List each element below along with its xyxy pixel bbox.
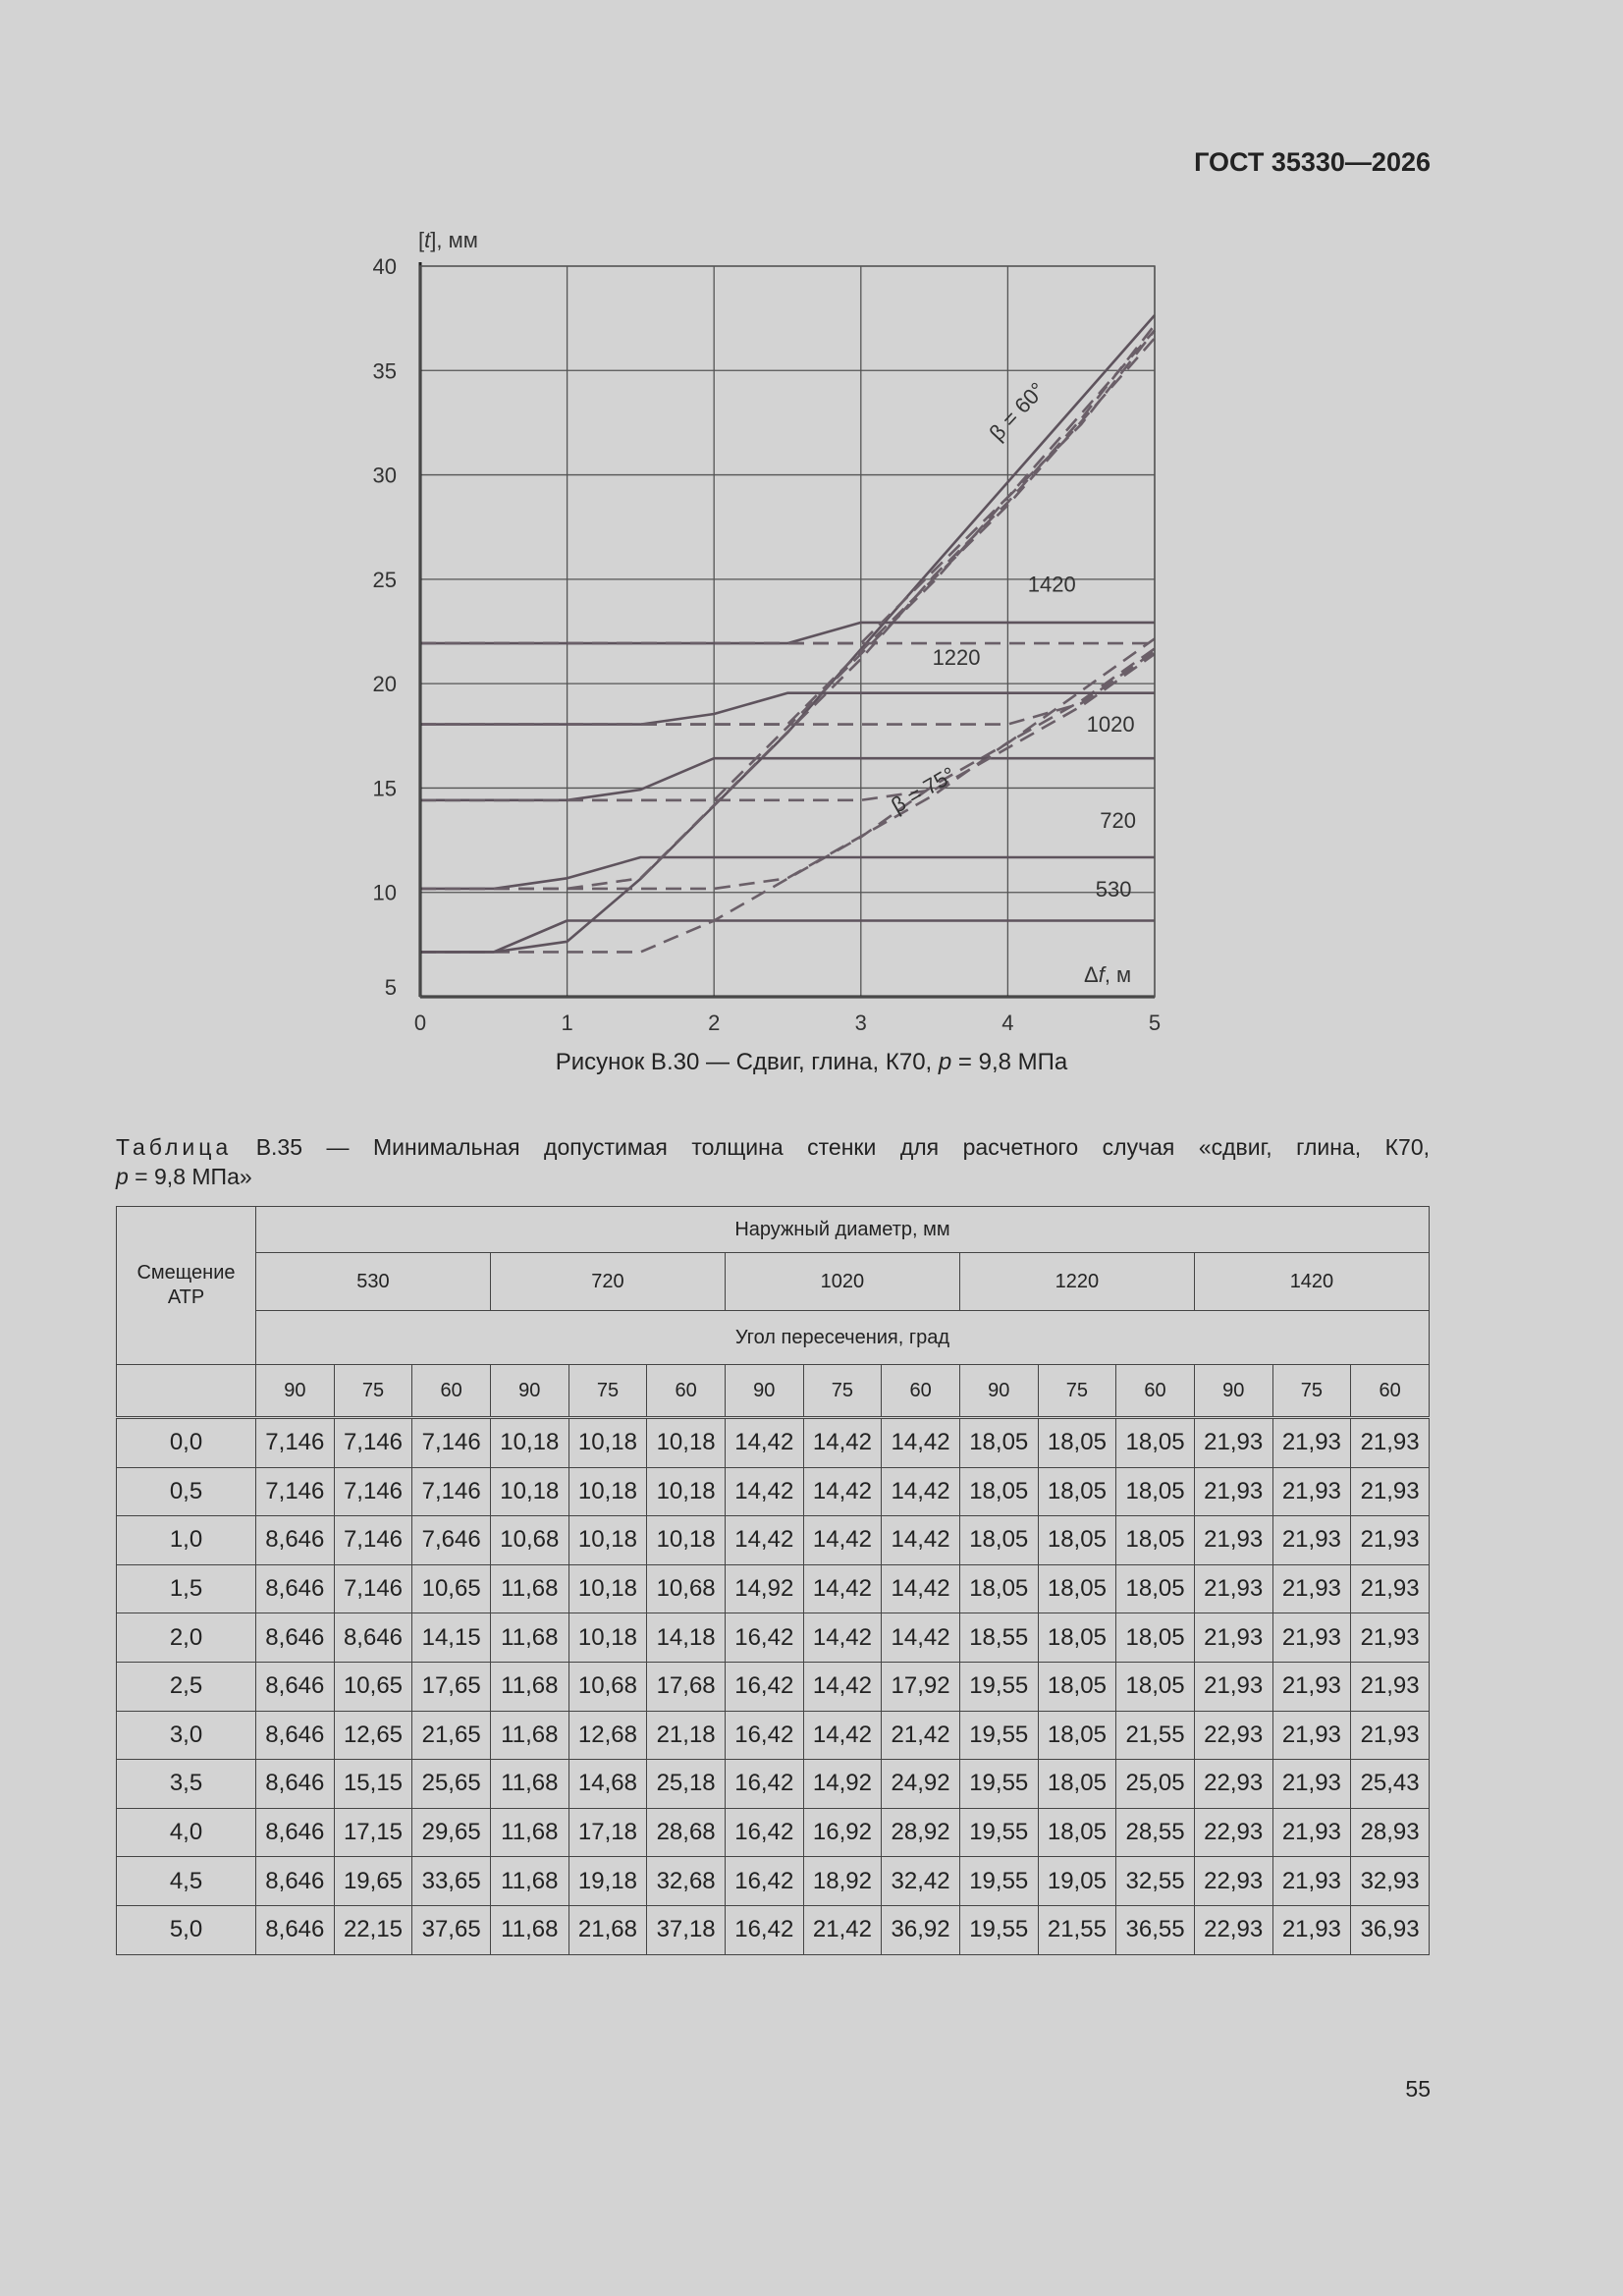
table-cell: 14,92 (725, 1564, 803, 1613)
angle-header: 90 (725, 1365, 803, 1418)
document-code: ГОСТ 35330—2026 (1194, 147, 1431, 177)
table-cell: 18,05 (1116, 1662, 1195, 1711)
thickness-table (116, 1206, 1430, 1955)
table-cell: 22,93 (1194, 1760, 1272, 1809)
table-cell: 14,42 (803, 1564, 882, 1613)
table-cell: 19,55 (959, 1760, 1038, 1809)
table-cell: 21,93 (1272, 1516, 1351, 1565)
table-cell: 7,146 (334, 1516, 412, 1565)
table-cell: 8,646 (256, 1662, 335, 1711)
table-cell: 10,18 (568, 1516, 647, 1565)
table-cell: 10,18 (568, 1613, 647, 1663)
y-tick-label: 5 (384, 975, 397, 1000)
series-line-1020-60 (420, 331, 1155, 800)
table-cell: 8,646 (256, 1857, 335, 1906)
angle-header: 75 (334, 1365, 412, 1418)
y-tick-label: 35 (372, 358, 397, 384)
y-tick-label: 10 (372, 880, 397, 905)
table-cell: 37,18 (647, 1905, 726, 1954)
table-cell: 21,93 (1351, 1662, 1430, 1711)
table-cell: 14,42 (882, 1467, 960, 1516)
table-cell: 14,42 (725, 1418, 803, 1468)
angle-group-header: Угол пересечения, град (256, 1311, 1430, 1365)
table-cell: 15,15 (334, 1760, 412, 1809)
table-cell: 11,68 (490, 1857, 568, 1906)
table-cell: 11,68 (490, 1808, 568, 1857)
series-line-720-90 (420, 857, 1155, 889)
table-cell: 29,65 (412, 1808, 491, 1857)
table-cell: 16,92 (803, 1808, 882, 1857)
table-cell: 18,05 (1038, 1662, 1116, 1711)
table-cell: 18,05 (1038, 1808, 1116, 1857)
table-cell: 7,146 (334, 1564, 412, 1613)
table-cell: 19,05 (1038, 1857, 1116, 1906)
table-cell: 21,93 (1272, 1905, 1351, 1954)
table-cell: 18,05 (1116, 1467, 1195, 1516)
y-tick-label: 40 (372, 254, 397, 279)
chart-annotation: 720 (1100, 807, 1136, 833)
chart-annotation: 1220 (932, 645, 981, 671)
diameter-header: 720 (490, 1253, 725, 1311)
table-cell: 17,68 (647, 1662, 726, 1711)
table-row (117, 1516, 1430, 1565)
table-cell: 11,68 (490, 1760, 568, 1809)
table-cell: 8,646 (256, 1760, 335, 1809)
angle-header: 75 (1038, 1365, 1116, 1418)
angle-header: 60 (1351, 1365, 1430, 1418)
x-tick-label: 1 (561, 1011, 573, 1035)
table-row (117, 1613, 1430, 1663)
row-label: 3,0 (117, 1711, 256, 1760)
table-caption: Таблица В.35 — Минимальная допустимая толщина стенки для расчетного случая «сдвиг, глина, К70, p = 9,8 МПа» (116, 1134, 1430, 1189)
table-cell: 18,05 (959, 1418, 1038, 1468)
x-tick-label: 0 (413, 1011, 427, 1035)
table-cell: 17,65 (412, 1662, 491, 1711)
table-cell: 7,146 (412, 1467, 491, 1516)
table-cell: 18,92 (803, 1857, 882, 1906)
chart-annotation: β = 75° (887, 761, 960, 819)
table-cell: 25,05 (1116, 1760, 1195, 1809)
table-cell: 21,93 (1351, 1613, 1430, 1663)
table-cell: 8,646 (256, 1516, 335, 1565)
table-cell: 32,93 (1351, 1857, 1430, 1906)
table-cell: 18,05 (1038, 1467, 1116, 1516)
table-cell: 14,42 (882, 1418, 960, 1468)
angle-header: 60 (412, 1365, 491, 1418)
table-cell: 18,05 (1038, 1711, 1116, 1760)
table-cell: 25,43 (1351, 1760, 1430, 1809)
table-cell: 16,42 (725, 1808, 803, 1857)
row-label: 2,0 (117, 1613, 256, 1663)
table-cell: 22,93 (1194, 1857, 1272, 1906)
diameter-header: 1220 (959, 1253, 1194, 1311)
table-cell: 21,55 (1116, 1711, 1195, 1760)
table-cell: 14,42 (725, 1467, 803, 1516)
chart-annotation: 530 (1095, 876, 1132, 902)
angle-spacer (117, 1365, 256, 1418)
table-cell: 10,18 (647, 1516, 726, 1565)
row-header: Смещение АТР (117, 1207, 256, 1365)
table-cell: 7,146 (256, 1467, 335, 1516)
table-cell: 19,55 (959, 1711, 1038, 1760)
angle-header: 90 (959, 1365, 1038, 1418)
table-cell: 12,65 (334, 1711, 412, 1760)
series-line-720-60 (420, 325, 1155, 889)
table-cell: 22,93 (1194, 1711, 1272, 1760)
series-line-1420-90 (420, 623, 1155, 643)
table-cell: 18,55 (959, 1613, 1038, 1663)
table-cell: 11,68 (490, 1613, 568, 1663)
table-cell: 21,55 (1038, 1905, 1116, 1954)
table-row (117, 1662, 1430, 1711)
table-cell: 18,05 (1116, 1564, 1195, 1613)
table-cell: 21,93 (1194, 1418, 1272, 1468)
table-cell: 10,18 (490, 1467, 568, 1516)
y-axis-label: [t], мм (418, 228, 478, 252)
angle-header: 90 (1194, 1365, 1272, 1418)
table-cell: 7,646 (412, 1516, 491, 1565)
row-label: 5,0 (117, 1905, 256, 1954)
table-cell: 8,646 (256, 1711, 335, 1760)
table-cell: 7,146 (412, 1418, 491, 1468)
angle-header: 75 (803, 1365, 882, 1418)
series-line-1220-75 (420, 651, 1155, 724)
table-cell: 14,15 (412, 1613, 491, 1663)
row-label: 2,5 (117, 1662, 256, 1711)
diameter-header: 1420 (1194, 1253, 1429, 1311)
table-cell: 14,42 (882, 1613, 960, 1663)
table-cell: 21,93 (1272, 1613, 1351, 1663)
table-cell: 18,05 (959, 1467, 1038, 1516)
table-cell: 18,05 (1038, 1418, 1116, 1468)
chart-series (420, 315, 1155, 952)
table-cell: 25,65 (412, 1760, 491, 1809)
series-line-530-75 (420, 638, 1155, 952)
table-cell: 21,93 (1194, 1613, 1272, 1663)
table-row (117, 1418, 1430, 1468)
row-label: 1,5 (117, 1564, 256, 1613)
chart-annotation: β = 60° (984, 377, 1051, 446)
shear-thickness-chart (334, 216, 1217, 1070)
row-label: 3,5 (117, 1760, 256, 1809)
y-tick-label: 30 (372, 463, 397, 488)
table-cell: 14,18 (647, 1613, 726, 1663)
table-cell: 21,93 (1194, 1516, 1272, 1565)
table-cell: 22,93 (1194, 1905, 1272, 1954)
table-cell: 28,92 (882, 1808, 960, 1857)
table-cell: 19,55 (959, 1808, 1038, 1857)
row-label: 4,5 (117, 1857, 256, 1906)
table-cell: 14,42 (725, 1516, 803, 1565)
table-cell: 28,55 (1116, 1808, 1195, 1857)
table-cell: 14,42 (803, 1467, 882, 1516)
table-cell: 16,42 (725, 1613, 803, 1663)
table-cell: 21,93 (1351, 1711, 1430, 1760)
row-label: 1,0 (117, 1516, 256, 1565)
chart-grid (420, 266, 1155, 997)
table-cell: 7,146 (334, 1467, 412, 1516)
table-row (117, 1808, 1430, 1857)
table-row (117, 1857, 1430, 1906)
table-cell: 10,68 (490, 1516, 568, 1565)
page-number: 55 (1405, 2076, 1431, 2102)
table-cell: 16,42 (725, 1905, 803, 1954)
table-cell: 14,42 (803, 1613, 882, 1663)
table-row (117, 1760, 1430, 1809)
y-tick-label: 25 (372, 567, 397, 592)
table-cell: 10,18 (647, 1418, 726, 1468)
table-cell: 18,05 (1116, 1418, 1195, 1468)
table-cell: 21,93 (1272, 1564, 1351, 1613)
table-cell: 10,65 (334, 1662, 412, 1711)
table-cell: 36,55 (1116, 1905, 1195, 1954)
table-cell: 18,05 (959, 1564, 1038, 1613)
table-cell: 21,93 (1272, 1760, 1351, 1809)
table-cell: 12,68 (568, 1711, 647, 1760)
y-tick-label: 20 (372, 672, 397, 697)
table-cell: 11,68 (490, 1662, 568, 1711)
angle-header: 60 (647, 1365, 726, 1418)
table-cell: 21,42 (882, 1711, 960, 1760)
table-cell: 7,146 (256, 1418, 335, 1468)
series-line-1020-90 (420, 758, 1155, 800)
table-cell: 21,93 (1272, 1857, 1351, 1906)
table-cell: 21,93 (1351, 1467, 1430, 1516)
table-cell: 18,05 (1038, 1516, 1116, 1565)
table-cell: 21,93 (1194, 1467, 1272, 1516)
table-cell: 14,42 (882, 1516, 960, 1565)
table-cell: 21,18 (647, 1711, 726, 1760)
chart-axes (420, 262, 1155, 997)
table-cell: 21,93 (1272, 1711, 1351, 1760)
diameter-group-header: Наружный диаметр, мм (256, 1207, 1430, 1253)
table-cell: 11,68 (490, 1564, 568, 1613)
table-cell: 32,42 (882, 1857, 960, 1906)
chart-labels (373, 228, 1162, 1035)
angle-header: 60 (882, 1365, 960, 1418)
table-cell: 21,68 (568, 1905, 647, 1954)
table-cell: 33,65 (412, 1857, 491, 1906)
table-cell: 8,646 (256, 1564, 335, 1613)
angle-header: 75 (1272, 1365, 1351, 1418)
table-cell: 19,65 (334, 1857, 412, 1906)
chart-annotation: 1420 (1027, 572, 1076, 597)
table-cell: 14,42 (803, 1418, 882, 1468)
table-cell: 21,93 (1194, 1564, 1272, 1613)
table-cell: 7,146 (334, 1418, 412, 1468)
table-cell: 18,05 (1116, 1516, 1195, 1565)
table-cell: 14,42 (803, 1711, 882, 1760)
row-label: 0,0 (117, 1418, 256, 1468)
table-cell: 14,42 (882, 1564, 960, 1613)
table-cell: 37,65 (412, 1905, 491, 1954)
table-cell: 10,18 (568, 1564, 647, 1613)
angle-header: 75 (568, 1365, 647, 1418)
table-cell: 10,18 (490, 1418, 568, 1468)
table-cell: 8,646 (256, 1905, 335, 1954)
table-cell: 22,93 (1194, 1808, 1272, 1857)
table-cell: 28,93 (1351, 1808, 1430, 1857)
table-cell: 21,93 (1272, 1467, 1351, 1516)
table-caption-word: Таблица (116, 1134, 233, 1160)
table-cell: 36,92 (882, 1905, 960, 1954)
table-cell: 10,65 (412, 1564, 491, 1613)
table-cell: 17,18 (568, 1808, 647, 1857)
chart-annotation: 1020 (1086, 712, 1135, 738)
x-axis-label: Δf, м (1084, 962, 1132, 987)
x-tick-label: 2 (708, 1011, 721, 1035)
table-cell: 16,42 (725, 1711, 803, 1760)
table-cell: 18,05 (1038, 1564, 1116, 1613)
table-cell: 21,93 (1351, 1418, 1430, 1468)
table-cell: 18,05 (1116, 1613, 1195, 1663)
diameter-header: 530 (256, 1253, 491, 1311)
table-cell: 16,42 (725, 1857, 803, 1906)
table-cell: 19,55 (959, 1662, 1038, 1711)
table-cell: 36,93 (1351, 1905, 1430, 1954)
table-cell: 10,18 (568, 1467, 647, 1516)
angle-header: 90 (490, 1365, 568, 1418)
table-cell: 21,93 (1351, 1516, 1430, 1565)
table-row (117, 1564, 1430, 1613)
table-cell: 24,92 (882, 1760, 960, 1809)
row-label: 0,5 (117, 1467, 256, 1516)
x-tick-label: 4 (1001, 1011, 1014, 1035)
table-cell: 32,55 (1116, 1857, 1195, 1906)
table-cell: 8,646 (334, 1613, 412, 1663)
table-cell: 19,18 (568, 1857, 647, 1906)
table-cell: 19,55 (959, 1905, 1038, 1954)
series-line-720-75 (420, 648, 1155, 889)
table-cell: 11,68 (490, 1905, 568, 1954)
angle-header: 60 (1116, 1365, 1195, 1418)
table-cell: 21,93 (1272, 1808, 1351, 1857)
series-line-1220-90 (420, 693, 1155, 725)
table-cell: 28,68 (647, 1808, 726, 1857)
table-cell: 18,05 (959, 1516, 1038, 1565)
table-cell: 14,42 (803, 1662, 882, 1711)
table-cell: 10,18 (568, 1418, 647, 1468)
table-cell: 14,68 (568, 1760, 647, 1809)
x-tick-label: 3 (854, 1011, 867, 1035)
table-cell: 16,42 (725, 1760, 803, 1809)
figure-caption: Рисунок В.30 — Сдвиг, глина, К70, p = 9,8 МПа (555, 1049, 1068, 1075)
table-cell: 17,15 (334, 1808, 412, 1857)
table-cell: 17,92 (882, 1662, 960, 1711)
table-cell: 10,68 (568, 1662, 647, 1711)
table-cell: 8,646 (256, 1613, 335, 1663)
plot-frame (420, 266, 1155, 997)
table-cell: 14,42 (803, 1516, 882, 1565)
angle-header: 90 (256, 1365, 335, 1418)
table-row (117, 1711, 1430, 1760)
table-cell: 21,93 (1272, 1418, 1351, 1468)
table-cell: 18,05 (1038, 1613, 1116, 1663)
y-tick-label: 15 (372, 776, 397, 801)
table-cell: 16,42 (725, 1662, 803, 1711)
table-cell: 25,18 (647, 1760, 726, 1809)
table-cell: 19,55 (959, 1857, 1038, 1906)
table-cell: 21,65 (412, 1711, 491, 1760)
table-cell: 8,646 (256, 1808, 335, 1857)
table-row (117, 1467, 1430, 1516)
table-cell: 14,92 (803, 1760, 882, 1809)
table-cell: 21,93 (1272, 1662, 1351, 1711)
table-cell: 32,68 (647, 1857, 726, 1906)
x-tick-label: 5 (1148, 1011, 1162, 1035)
table-cell: 21,93 (1194, 1662, 1272, 1711)
table-row (117, 1905, 1430, 1954)
row-label: 4,0 (117, 1808, 256, 1857)
diameter-header: 1020 (725, 1253, 959, 1311)
table-cell: 21,42 (803, 1905, 882, 1954)
table-cell: 10,18 (647, 1467, 726, 1516)
table-cell: 22,15 (334, 1905, 412, 1954)
table-cell: 11,68 (490, 1711, 568, 1760)
table-cell: 10,68 (647, 1564, 726, 1613)
table-cell: 21,93 (1351, 1564, 1430, 1613)
table-cell: 18,05 (1038, 1760, 1116, 1809)
